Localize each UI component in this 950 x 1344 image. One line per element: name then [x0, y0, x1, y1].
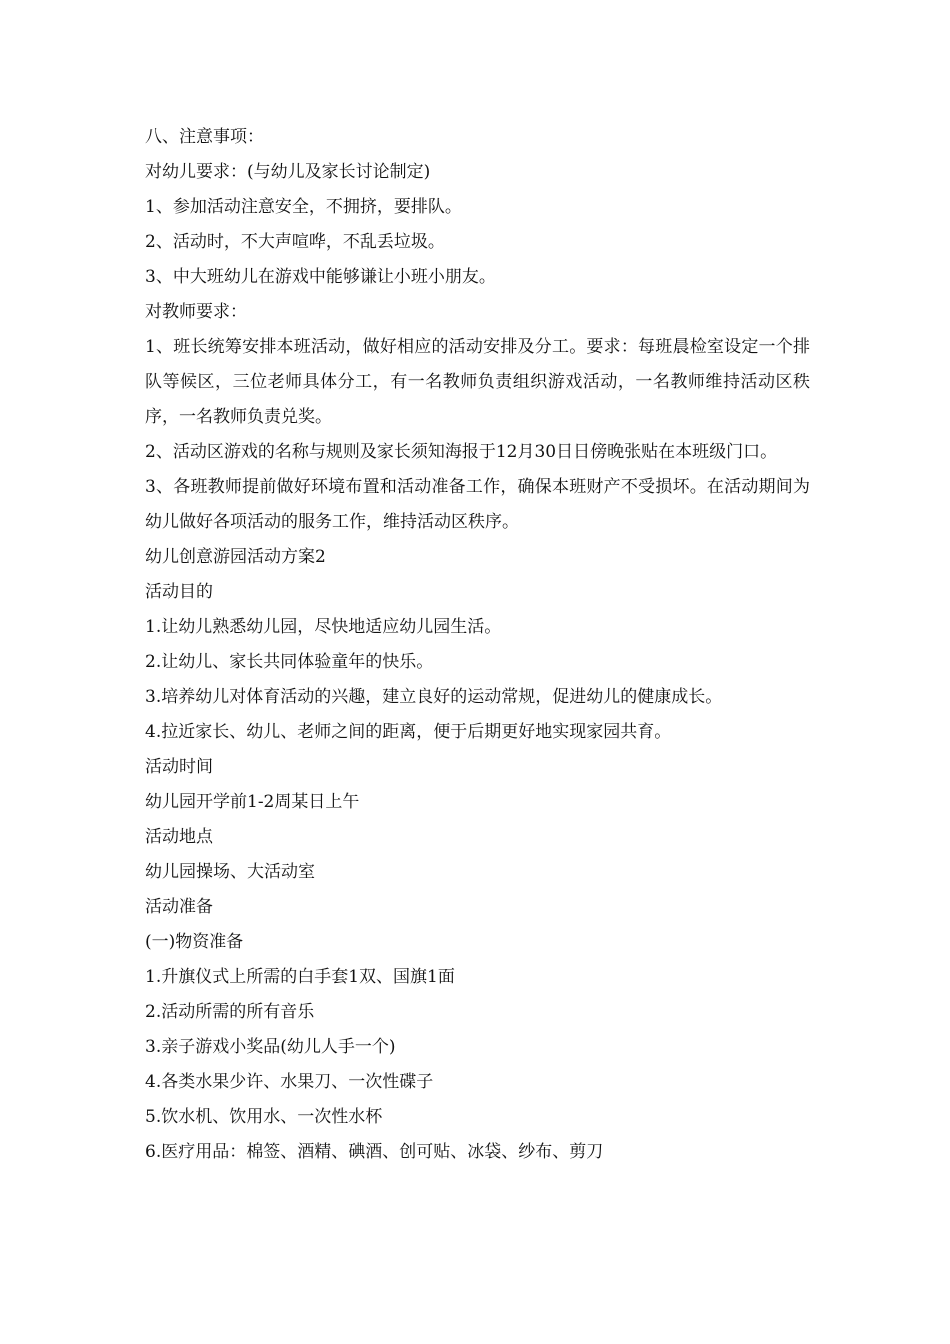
list-item: 6.医疗用品：棉签、酒精、碘酒、创可贴、冰袋、纱布、剪刀: [145, 1142, 604, 1162]
document-body: [145, 120, 810, 1170]
paragraph-teacher-requirements: 对教师要求：: [145, 302, 247, 322]
list-item: 3.培养幼儿对体育活动的兴趣，建立良好的运动常规，促进幼儿的健康成长。: [145, 687, 723, 707]
section-heading-notes: 八、注意事项：: [145, 127, 264, 147]
list-item: 3、中大班幼儿在游戏中能够谦让小班小朋友。: [145, 267, 496, 287]
list-item: 2、活动时，不大声喧哗，不乱丢垃圾。: [145, 232, 445, 252]
list-item: 5.饮水机、饮用水、一次性水杯: [145, 1107, 383, 1127]
list-item: 2.让幼儿、家长共同体验童年的快乐。: [145, 652, 434, 672]
paragraph-child-requirements: 对幼儿要求：(与幼儿及家长讨论制定): [145, 162, 431, 182]
list-item: 4.各类水果少许、水果刀、一次性碟子: [145, 1072, 434, 1092]
subheading-materials: (一)物资准备: [145, 932, 244, 952]
subheading-preparation: 活动准备: [145, 897, 213, 917]
list-item: 3.亲子游戏小奖品(幼儿人手一个): [145, 1037, 396, 1057]
paragraph-time: 幼儿园开学前1-2周某日上午: [145, 792, 360, 812]
subheading-purpose: 活动目的: [145, 582, 213, 602]
section-title-plan-2: 幼儿创意游园活动方案2: [145, 547, 326, 567]
list-item: 2、活动区游戏的名称与规则及家长须知海报于12月30日日傍晚张贴在本班级门口。: [145, 442, 778, 462]
list-item: 1、班长统筹安排本班活动，做好相应的活动安排及分工。要求：每班晨检室设定一个排队等候区，三位老师具体分工，有一名教师负责组织游戏活动，一名教师维持活动区秩序，一名教师负责兑奖。: [145, 337, 810, 427]
paragraph-location: 幼儿园操场、大活动室: [145, 862, 315, 882]
list-item: 1.升旗仪式上所需的白手套1双、国旗1面: [145, 967, 455, 987]
subheading-location: 活动地点: [145, 827, 213, 847]
list-item: 3、各班教师提前做好环境布置和活动准备工作，确保本班财产不受损坏。在活动期间为幼儿做好各项活动的服务工作，维持活动区秩序。: [145, 477, 810, 532]
list-item: 1.让幼儿熟悉幼儿园，尽快地适应幼儿园生活。: [145, 617, 502, 637]
list-item: 1、参加活动注意安全，不拥挤，要排队。: [145, 197, 462, 217]
subheading-time: 活动时间: [145, 757, 213, 777]
list-item: 2.活动所需的所有音乐: [145, 1002, 315, 1022]
list-item: 4.拉近家长、幼儿、老师之间的距离，便于后期更好地实现家园共育。: [145, 722, 672, 742]
